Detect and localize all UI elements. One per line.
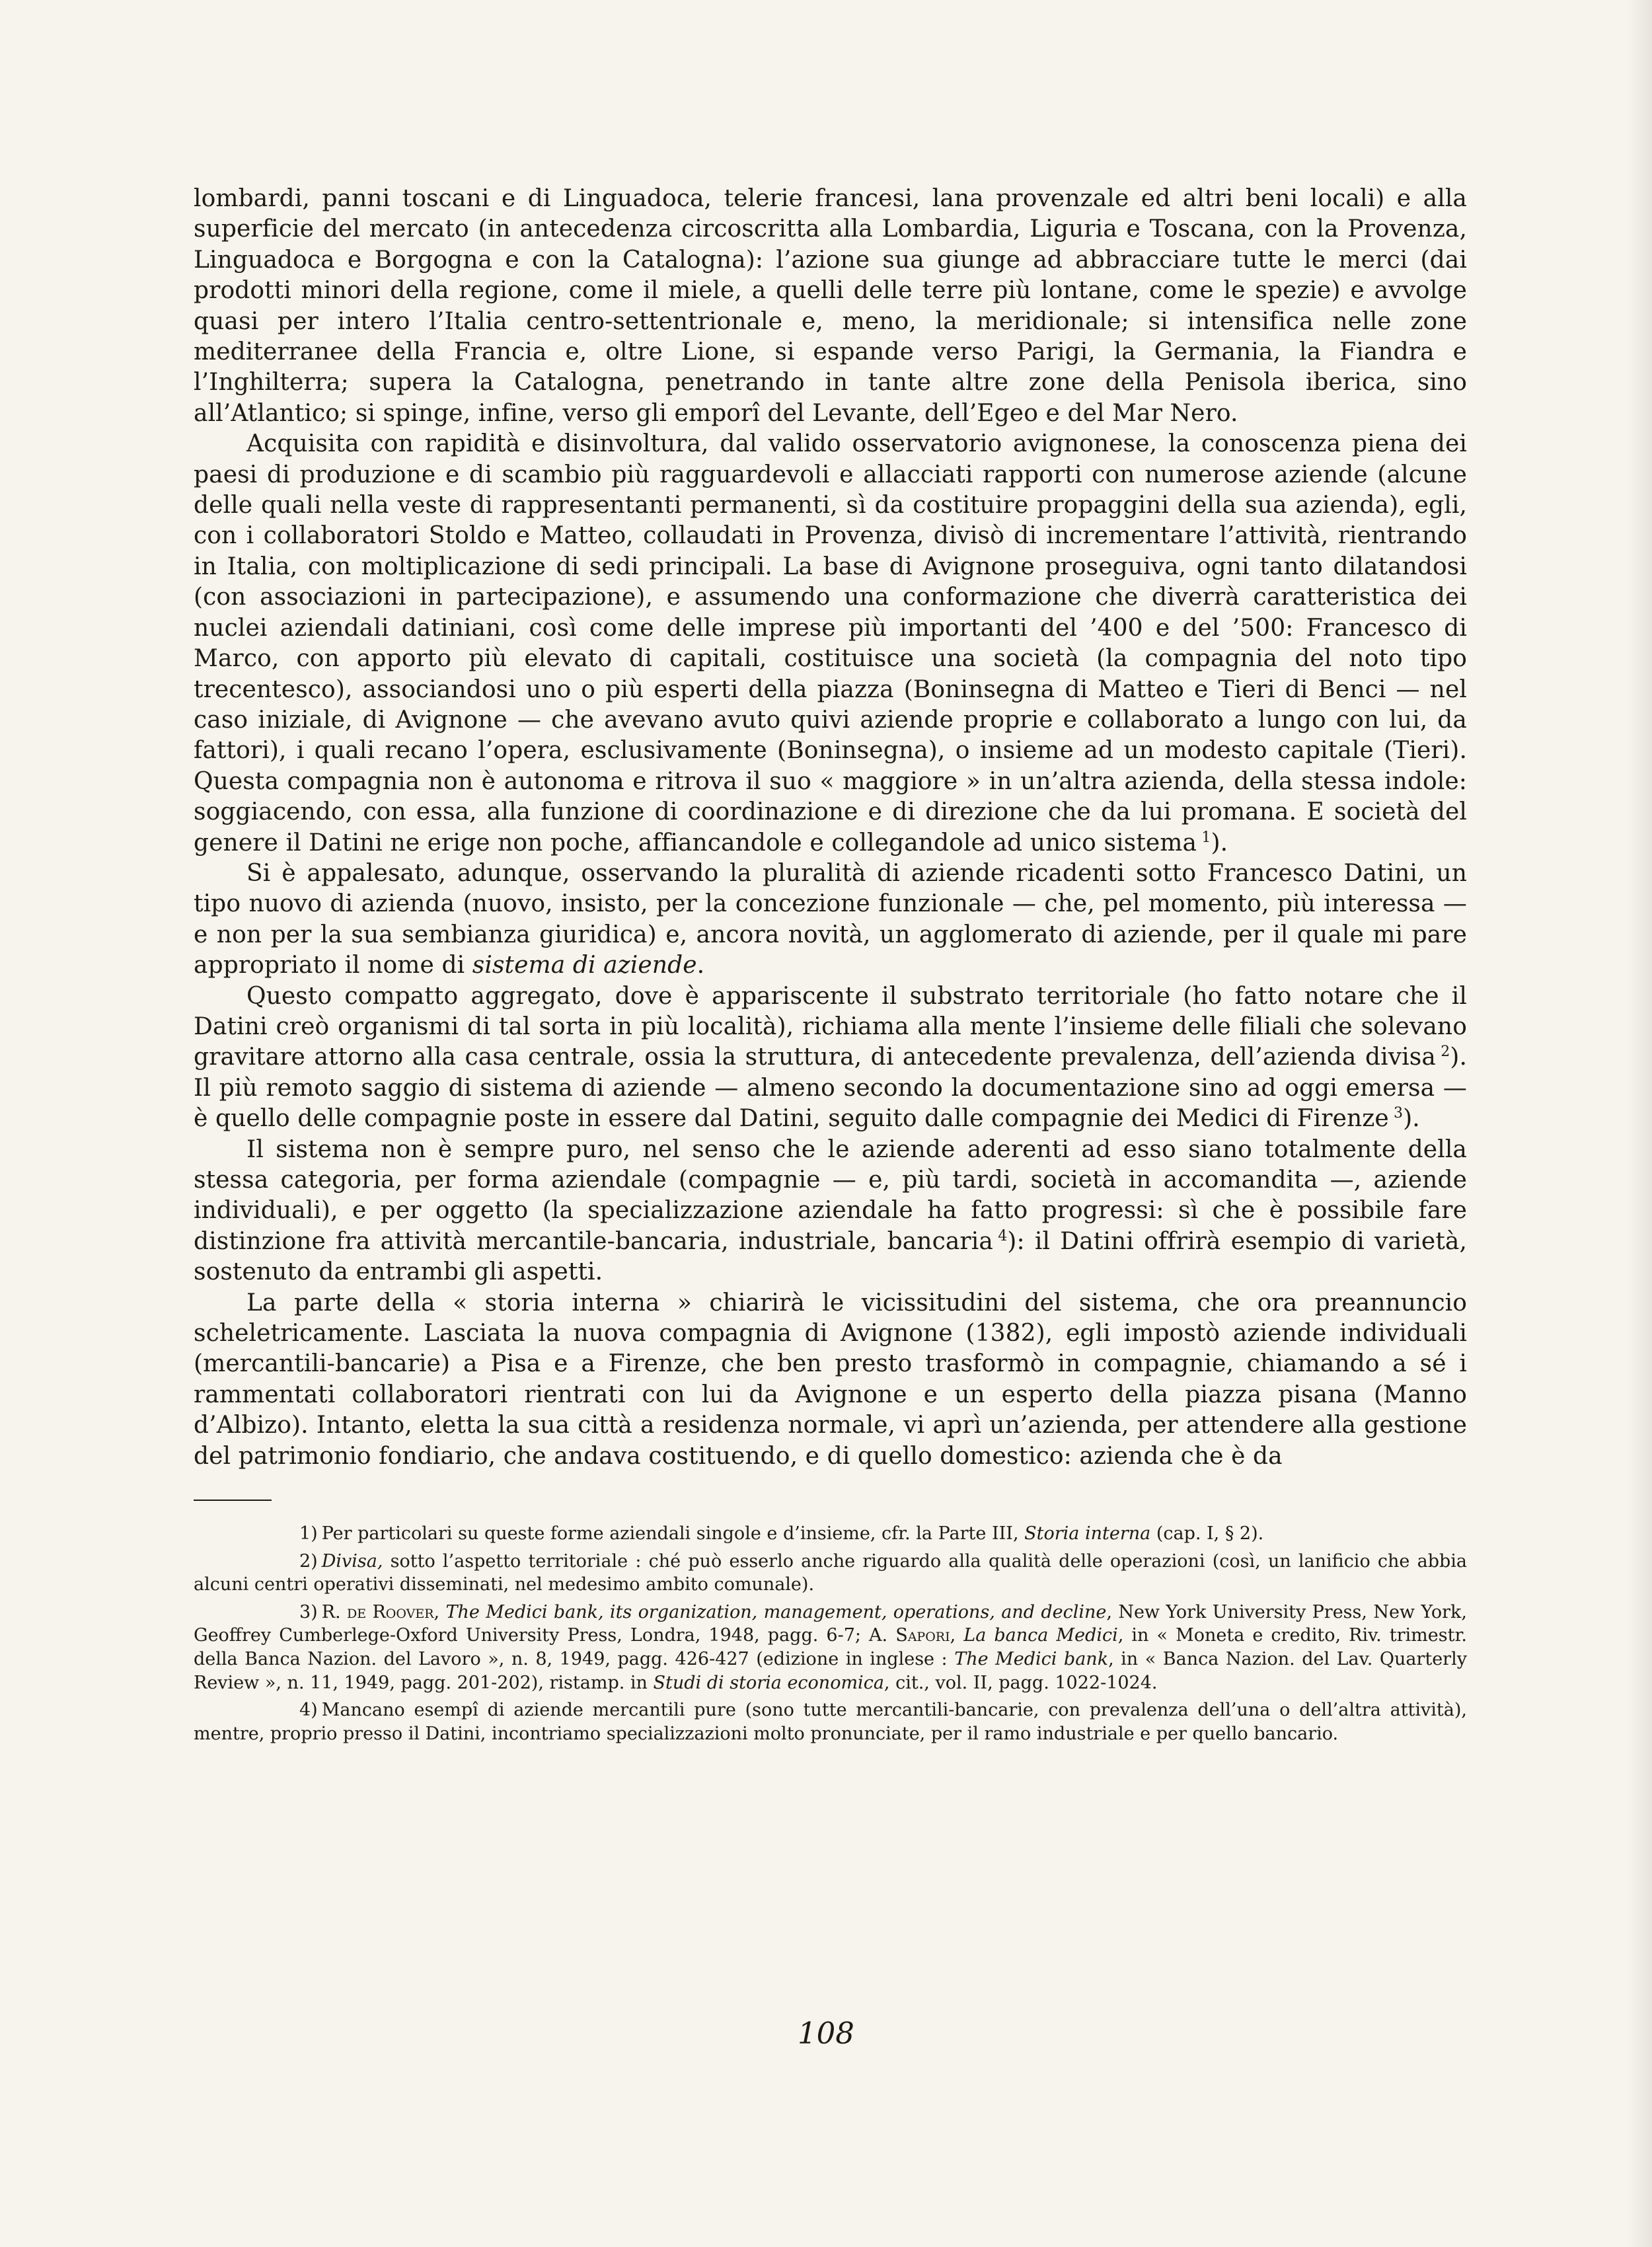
footnote-mark-2: 2) [299,1550,318,1572]
footnote-mark-4: 4) [299,1700,318,1721]
footnote-3: 3) R. de Roover, The Medici bank, its organization, management, operations, and decline, New York University Press, New York, Geoffrey Cumberlege-Oxford University Press, Londra, 1948, pagg. 6-7; A. Sapori, La banca Medici, in « Moneta e credito, Riv. trimestr. della Banca Nazion. del Lavoro », n. 8, 1949, pagg. 426-427 (edizione in inglese : The Medici bank, in « Banca Nazion. del Lav. Quarterly Review », n. 11, 1949, pagg. 201-202), ristamp. in Studi di storia economica, cit., vol. II, pagg. 1022-1024. [194,1601,1467,1693]
footnote-separator [194,1500,272,1501]
paragraph-6: La parte della « storia interna » chiarirà le vicissitudini del sistema, che ora preannuncio scheletricamente. Lasciata la nuova compagnia di Avignone (1382), egli impostò aziende individuali (mercantili-bancarie) a Pisa e a Firenze, che ben presto trasformò in compagnie, chiamando a sé i rammentati collaboratori rientrati con lui da Avignone e un esperto della piazza pisana (Manno d’Albizo). Intanto, eletta la sua città a residenza normale, vi aprì un’azienda, per attendere alla gestione del patrimonio fondiario, che andava costituendo, e di quello domestico: azienda che è da [194,1289,1467,1470]
page-edge-shadow [1626,0,1652,2247]
footnote-ref-1[interactable]: 1 [1201,829,1211,846]
paragraph-5: Il sistema non è sempre puro, nel senso che le aziende aderenti ad esso siano totalmente della stessa categoria, per forma aziendale (compagnie — e, più tardi, società in accomandita —, aziende individuali), e per oggetto (la specializzazione aziendale ha fatto progressi: sì che è possibile fare distinzione fra attività mercantile-bancaria, industriale, bancaria $^4$): il Datini offrirà esempio di varietà, sostenuto da entrambi gli aspetti. [194,1135,1467,1286]
sistema-di-aziende-term: sistema di aziende [472,952,697,979]
footnote-mark-1: 1) [299,1523,318,1544]
footnote-2: 2) Divisa, sotto l’aspetto territoriale : ché può esserlo anche riguardo alla qualità delle operazioni (così, un lanificio che abbia alcuni centri operativi disseminati, nel medesimo ambito comunale). [194,1550,1467,1595]
footnotes [194,1522,1467,1745]
paragraph-4: Questo compatto aggregato, dove è appariscente il substrato territoriale (ho fatto notare che il Datini creò organismi di tal sorta in più località), richiama alla mente l’insieme delle filiali che solevano gravitare attorno alla casa centrale, ossia la struttura, di antecedente prevalenza, dell’azienda divisa $^2$). Il più remoto saggio di sistema di aziende — almeno secondo la documentazione sino ad oggi emersa — è quello delle compagnie poste in essere dal Datini, seguito dalle compagnie dei Medici di Firenze $^3$). [194,982,1467,1133]
paragraph-1: lombardi, panni toscani e di Linguadoca, telerie francesi, lana provenzale ed altri beni locali) e alla superficie del mercato (in antecedenza circoscritta alla Lombardia, Liguria e Toscana, con la Provenza, Linguadoca e Borgogna e con la Catalogna): l’azione sua giunge ad abbracciare tutte le merci (dai prodotti minori della regione, come il miele, a quelli delle terre più lontane, come le spezie) e avvolge quasi per intero l’Italia centro-settentrionale e, meno, la meridionale; si intensifica nelle zone mediterranee della Francia e, oltre Lione, si espande verso Parigi, la Germania, la Fiandra e l’Inghilterra; supera la Catalogna, penetrando in tante altre zone della Penisola iberica, sino all’Atlantico; si spinge, infine, verso gli emporî del Levante, dell’Egeo e del Mar Nero. [194,185,1467,427]
body-text [194,184,1467,1472]
footnote-1: 1) Per particolari su queste forme aziendali singole e d’insieme, cfr. la Parte III, Storia interna (cap. I, § 2). [194,1522,1467,1546]
footnote-ref-4[interactable]: 4 [998,1227,1008,1244]
footnote-mark-3: 3) [299,1601,318,1622]
footnote-ref-3[interactable]: 3 [1394,1105,1404,1122]
paragraph-3: Si è appalesato, adunque, osservando la pluralità di aziende ricadenti sotto Francesco Datini, un tipo nuovo di azienda (nuovo, insisto, per la concezione funzionale — che, pel momento, più interessa — e non per la sua sembianza giuridica) e, ancora novità, un agglomerato di aziende, per il quale mi pare appropriato il nome di sistema di aziende. [194,859,1467,979]
page-content [194,184,1467,1749]
footnote-ref-2[interactable]: 2 [1441,1044,1450,1061]
page-number: 108 [798,2016,854,2051]
footnote-4: 4) Mancano esempî di aziende mercantili pure (sono tutte mercantili-bancarie, con prevalenza dell’una o dell’altra attività), mentre, proprio presso il Datini, incontriamo specializzazioni molto pronunciate, per il ramo industriale e per quello bancario. [194,1700,1467,1744]
paragraph-2: Acquisita con rapidità e disinvoltura, dal valido osservatorio avignonese, la conoscenza piena dei paesi di produzione e di scambio più ragguardevoli e allacciati rapporti con numerose aziende (alcune delle quali nella veste di rappresentanti permanenti, sì da costituire propaggini della sua azienda), egli, con i collaboratori Stoldo e Matteo, collaudati in Provenza, divisò di incrementare l’attività, rientrando in Italia, con moltiplicazione di sedi principali. La base di Avignone proseguiva, ogni tanto dilatandosi (con associazioni in partecipazione), e assumendo una conformazione che diverrà caratteristica dei nuclei aziendali datiniani, così come delle imprese più importanti del ’400 e del ’500: Francesco di Marco, con apporto più elevato di capitali, costituisce una società (la compagnia del noto tipo trecentesco), associandosi uno o più esperti della piazza (Boninsegna di Matteo e Tieri di Benci — nel caso iniziale, di Avignone — che avevano avuto quivi aziende proprie e collaborato a lungo con lui, da fattori), i quali recano l’opera, esclusivamente (Boninsegna), o insieme ad un modesto capitale (Tieri). Questa compagnia non è autonoma e ritrova il suo « maggiore » in un’altra azienda, della stessa indole: soggiacendo, con essa, alla funzione di coordinazione e di direzione che da lui promana. E società del genere il Datini ne erige non poche, affiancandole e collegandole ad unico sistema $^1$). [194,430,1467,857]
